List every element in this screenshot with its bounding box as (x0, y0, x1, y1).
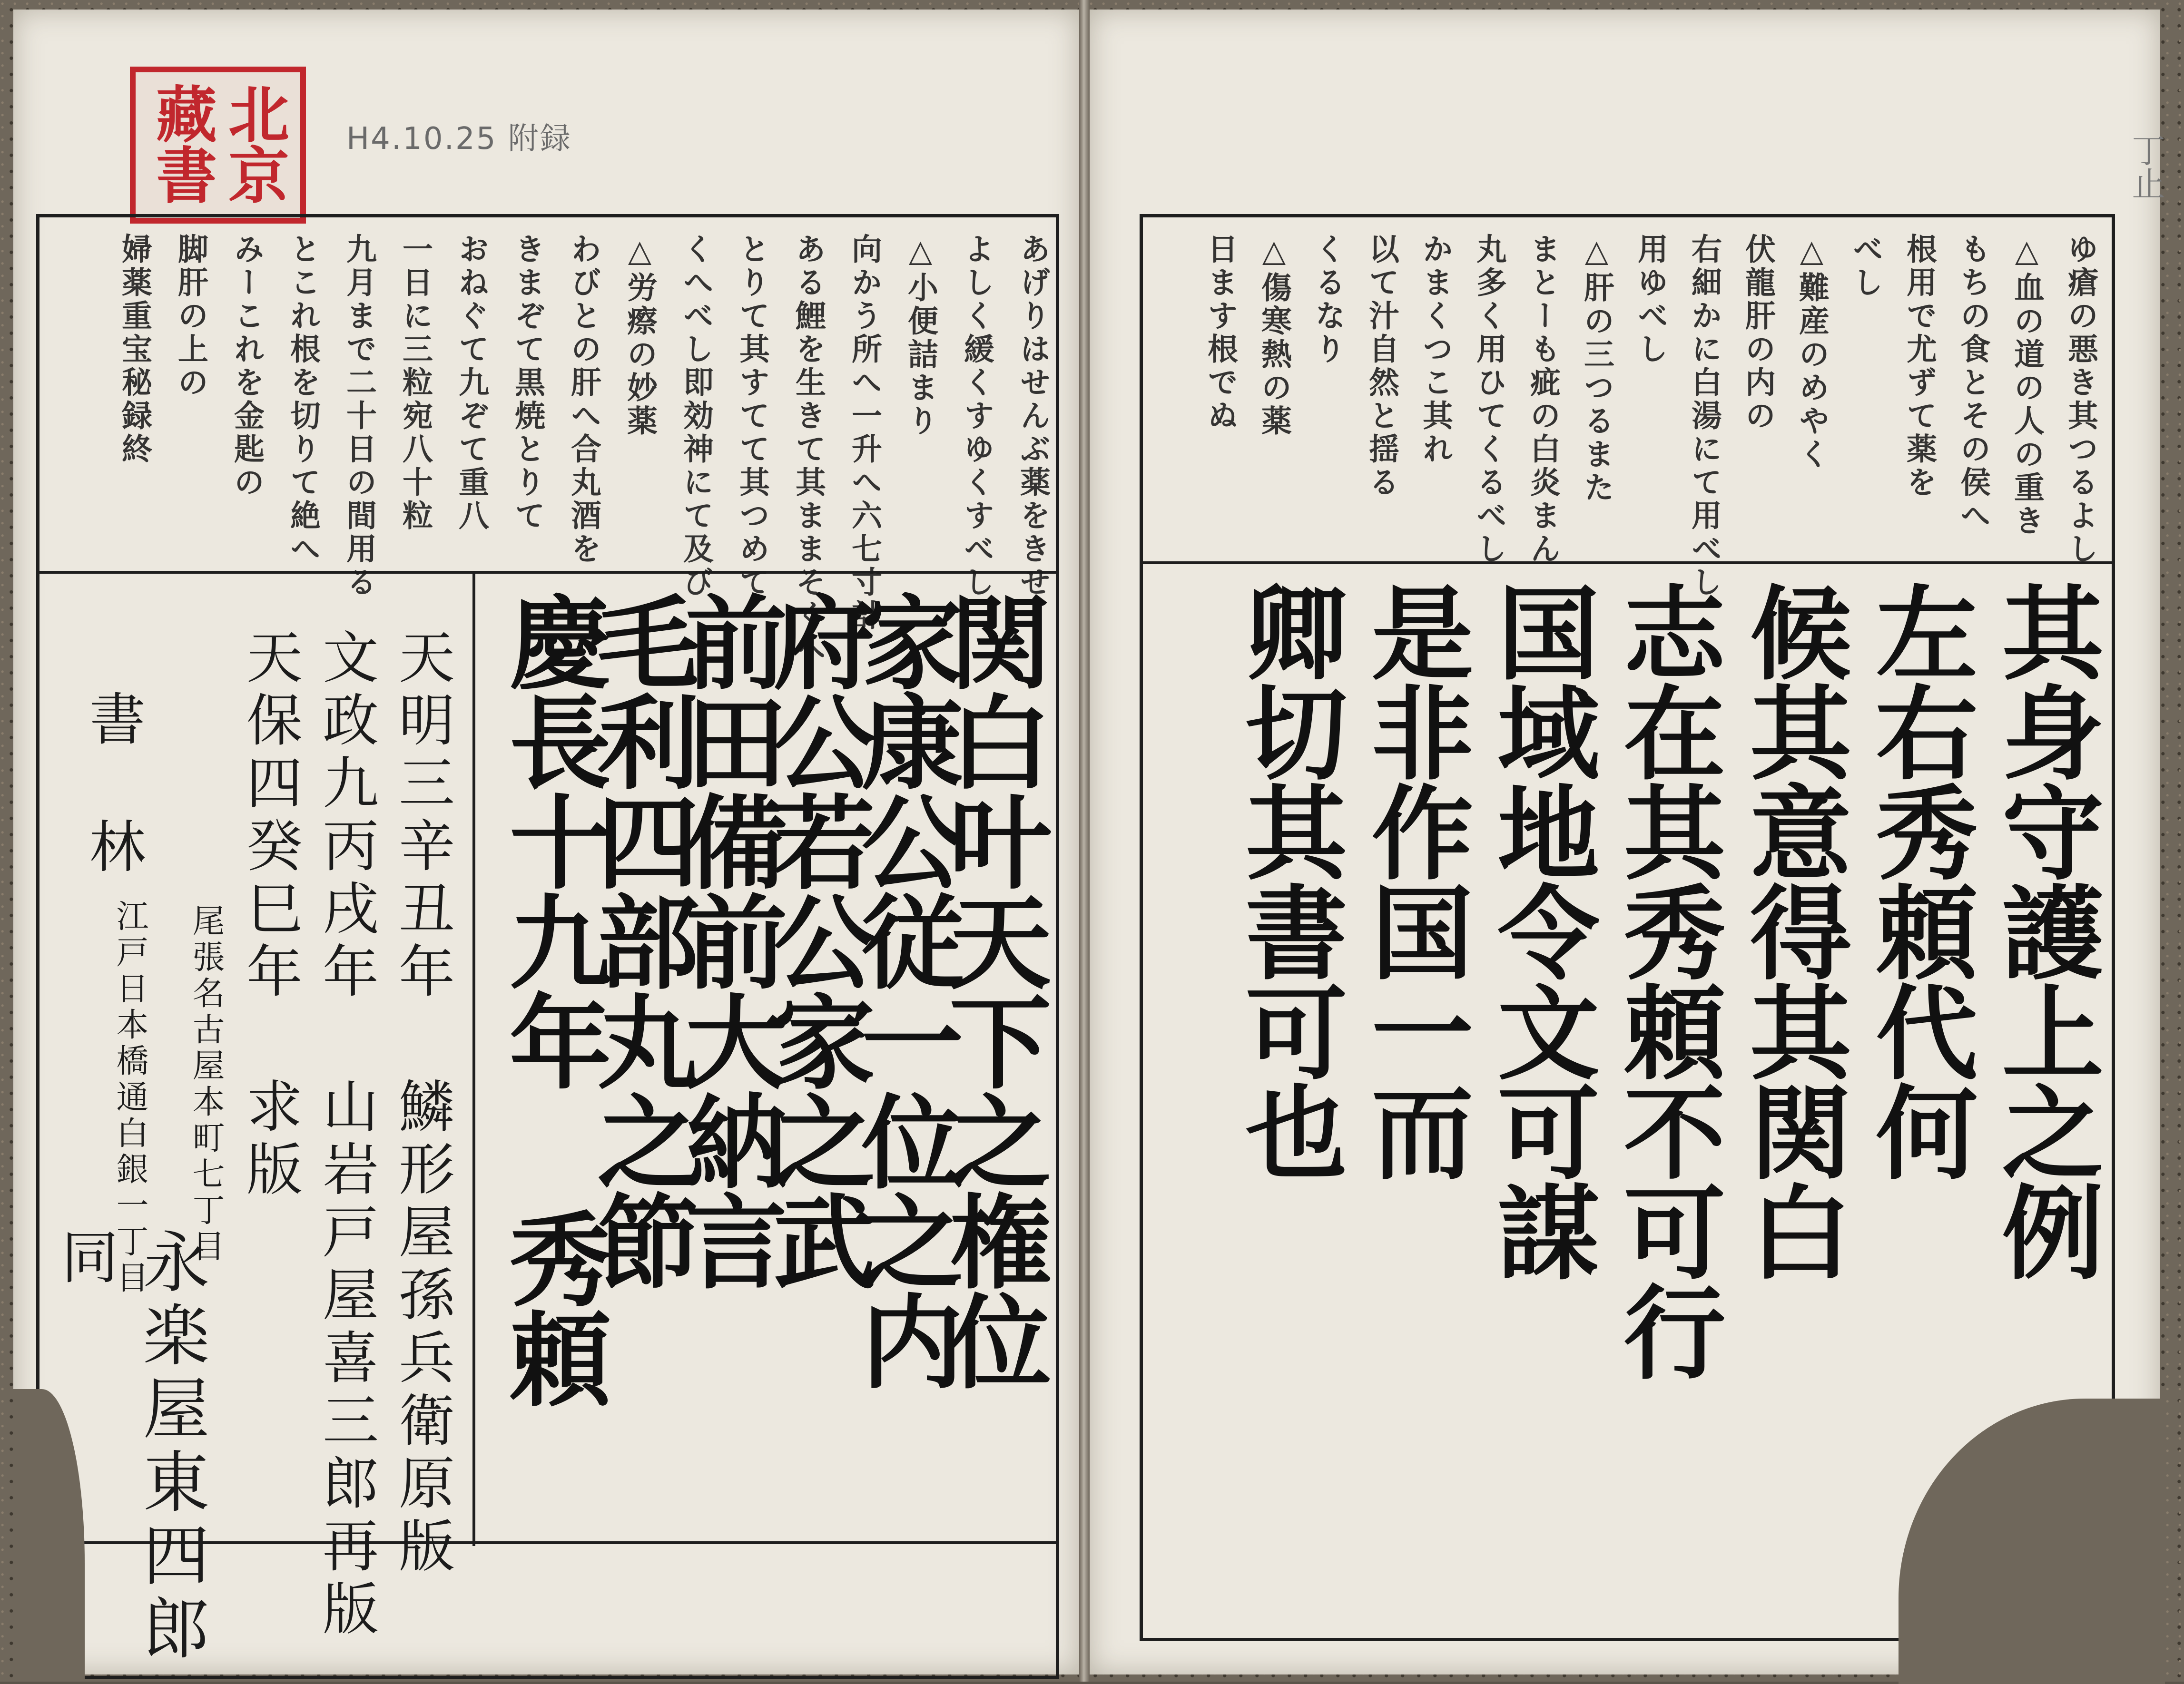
right-note-column-13: かまくつこ其れ (1417, 233, 1453, 466)
publisher-name: 永楽屋東四郎 (132, 1227, 209, 1667)
left-colophon-divider (472, 571, 475, 1546)
colophon-date-2: 文政九丙戌年 山岩戸屋喜三郎再版 (313, 628, 379, 1642)
right-note-column-12: 丸多く用ひてくるべし (1471, 233, 1507, 566)
left-note-column-6: とりて其すてて其つめて (734, 233, 770, 599)
left-note-column-10: きまぞて黒焼とりて (510, 233, 545, 533)
right-note-column-17: 日ます根でぬ (1202, 233, 1238, 433)
publisher-ditto: 同 (52, 1227, 118, 1291)
right-note-column-15: くるなり (1310, 233, 1346, 366)
left-calligraphy-column-6: 慶長十九年 秀頼 (492, 590, 612, 1407)
right-note-column-9: 用ゆべし (1633, 233, 1668, 366)
left-note-column-12: 一日に三粒宛八十粒 (397, 233, 433, 533)
right-note-column-3: もちの食とその侯へ (1955, 233, 1991, 533)
left-note-column-14: とこれ根を切りて絶へ (285, 233, 321, 566)
right-note-column-8: 右細かに白湯にて用べし (1686, 233, 1722, 599)
left-note-column-3: △小便詰まり (903, 233, 938, 438)
right-calligraphy-column-5: 国域地令文可謀 (1481, 580, 1600, 1280)
publisher-address-edo: 江戸日本橋通白銀一丁目 (111, 899, 148, 1297)
colophon-date-3: 天保四癸巳年 求版 (237, 628, 303, 1203)
right-note-column-11: まとーも疵の白炎まん (1525, 233, 1561, 566)
left-page (13, 10, 1079, 1674)
left-calligraphy-column-3: 府公若公家之武 (757, 590, 876, 1289)
right-note-column-1: ゆ瘡の悪き其つるよし (2063, 233, 2098, 566)
publisher-address-nagoya: 尾張名古屋本町七丁目 (187, 904, 225, 1265)
right-note-column-4: 根用で尤ずて薬を (1901, 233, 1937, 499)
right-calligraphy-column-2: 左右秀頼代何 (1859, 580, 1978, 1180)
right-calligraphy-column-4: 志在其秀頼不可行 (1607, 580, 1726, 1380)
bookstore-label: 書林 (80, 690, 146, 945)
left-note-column-2: よしく緩くすゆくすべし (959, 233, 994, 599)
left-note-column-7: くへべし即効神にて及び (678, 233, 714, 599)
left-note-column-17: 婦薬重宝秘録終 (117, 233, 152, 466)
left-note-column-4: 向かう所へ一升へ六七寸計 (846, 233, 882, 633)
left-note-column-11: おねぐて九ぞて重八 (453, 233, 489, 533)
right-calligraphy-column-7: 卿切其書可也 (1229, 580, 1348, 1180)
right-calligraphy-column-3: 候其意得其関白 (1733, 580, 1852, 1280)
pencil-acquisition-note: H4.10.25 附録 (346, 121, 572, 157)
left-note-column-8: △労瘵の妙薬 (622, 233, 658, 438)
left-frame-divider (36, 571, 1059, 574)
right-note-column-6: △難産のめやく (1794, 233, 1830, 471)
right-note-column-5: べし (1848, 233, 1883, 300)
right-frame-divider (1140, 561, 2115, 564)
left-note-column-1: あげりはせんぶ薬をきせ (1015, 233, 1051, 599)
left-note-column-15: みーこれを金匙の (229, 233, 265, 499)
right-note-column-7: 伏龍肝の内の (1740, 233, 1776, 433)
right-note-column-14: 以て汁自然と揺る (1364, 233, 1399, 499)
right-calligraphy-column-6: 是非作国一而 (1355, 580, 1474, 1180)
book-spine (1079, 0, 1090, 1682)
colophon-date-1: 天明三辛丑年 鱗形屋孫兵衛原版 (389, 628, 455, 1579)
left-note-column-9: わびとの肝へ合丸酒を (566, 233, 601, 566)
right-note-column-2: △血の道の人の重き (2009, 233, 2045, 538)
right-note-column-16: △傷寒熱の薬 (1256, 233, 1292, 438)
right-note-column-10: △肝の三つるまた (1579, 233, 1614, 505)
right-page (1090, 10, 2165, 1674)
right-calligraphy-column-1: 其身守護上之例 (1985, 580, 2105, 1280)
margin-page-mark: 丁止 (2126, 133, 2165, 200)
left-calligraphy-column-2: 家康公従一位之内 (845, 590, 964, 1389)
left-calligraphy-column-4: 前田備前大納言 (669, 590, 788, 1289)
left-calligraphy-column-5: 毛利四部丸之節 (580, 590, 700, 1289)
left-calligraphy-column-1: 関白叶天下之権位 (933, 590, 1052, 1389)
left-note-column-13: 九月まで二十日の間用る (341, 233, 377, 599)
left-note-column-5: ある鯉を生きて其ままそくへ (790, 233, 826, 666)
left-note-column-16: 脚肝の上の (173, 233, 208, 400)
red-ownership-seal: 北京 藏書 (130, 67, 306, 224)
